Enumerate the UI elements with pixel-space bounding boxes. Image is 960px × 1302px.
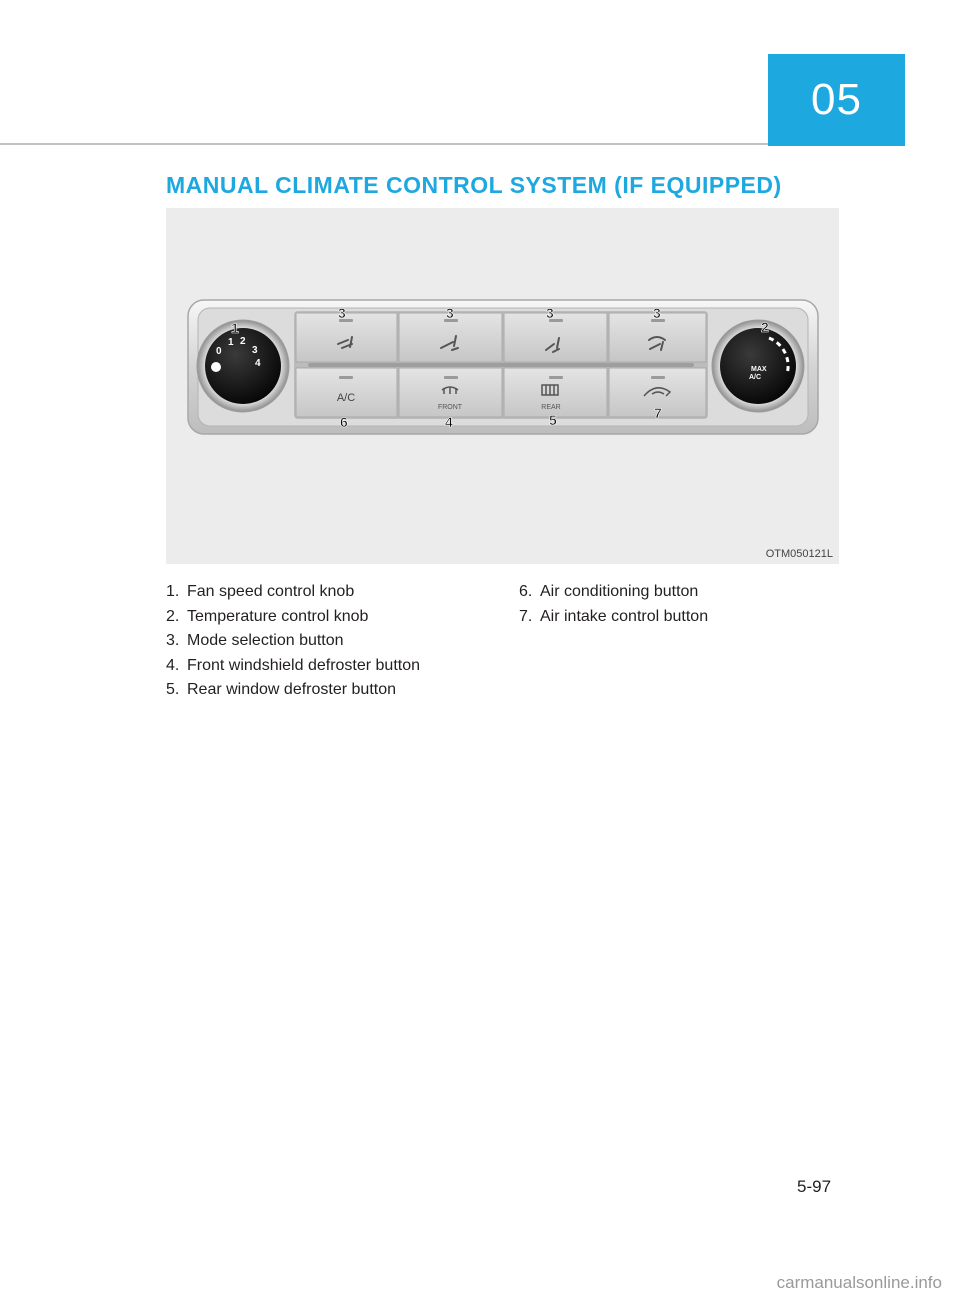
page-number: 5-97 (797, 1177, 832, 1196)
callout-5: 5 (549, 412, 557, 428)
list-item: 4. Front windshield defroster button (166, 656, 421, 674)
max-ac-label: A/C (749, 374, 762, 381)
fan-icon (211, 362, 221, 372)
fan-scale-4: 4 (255, 358, 261, 369)
temperature-knob (712, 320, 804, 412)
fan-scale-0: 0 (216, 346, 222, 357)
callout-2: 2 (761, 319, 769, 335)
legend-list-left (166, 583, 420, 706)
callout-3c: 3 (546, 305, 554, 321)
fan-scale-1: 1 (228, 337, 234, 348)
list-item: 6. Air conditioning button (519, 583, 699, 600)
ac-label: A/C (336, 392, 356, 404)
callout-6: 6 (340, 414, 348, 430)
list-item: 2. Temperature control knob (166, 607, 369, 625)
list-item: 1. Fan speed control knob (166, 583, 355, 600)
watermark: carmanualsonline.info (776, 1273, 942, 1292)
climate-panel-illustration (166, 208, 839, 564)
front-label: FRONT (437, 404, 463, 411)
chapter-tab: 05 (768, 54, 905, 146)
legend-list-right (519, 583, 708, 632)
header-rule (0, 143, 768, 145)
callout-3d: 3 (653, 305, 661, 321)
section-title: MANUAL CLIMATE CONTROL SYSTEM (IF EQUIPPED) (166, 172, 782, 198)
fan-scale-3: 3 (252, 345, 258, 356)
figure-code: OTM050121L (765, 548, 833, 560)
callout-1: 1 (231, 320, 239, 336)
list-item: 5. Rear window defroster button (166, 681, 396, 698)
callout-7: 7 (654, 405, 662, 421)
callout-4: 4 (445, 414, 453, 430)
max-label: MAX (751, 366, 767, 373)
callout-3a: 3 (338, 305, 346, 321)
fan-speed-knob (197, 320, 289, 412)
climate-control-figure (166, 208, 839, 564)
rear-label: REAR (541, 404, 561, 411)
list-item: 3. Mode selection button (166, 632, 344, 649)
fan-scale-2: 2 (240, 336, 246, 347)
callout-3b: 3 (446, 305, 454, 321)
list-item: 7. Air intake control button (519, 607, 709, 625)
button-grid (296, 313, 706, 417)
